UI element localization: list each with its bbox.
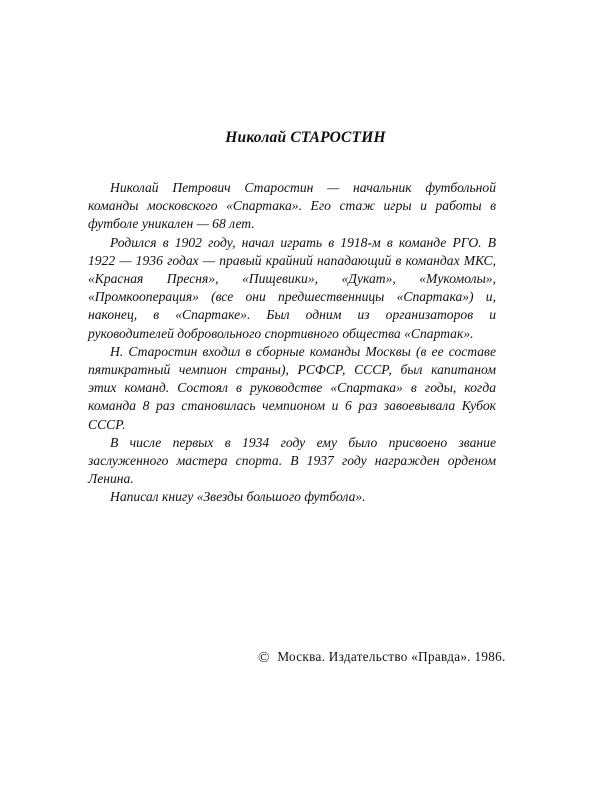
copyright-icon: © [258,650,270,666]
author-name: Николай СТАРОСТИН [225,129,386,146]
copyright-line [258,649,558,667]
publisher-imprint: Москва. Издательство «Правда». 1986. [277,649,506,664]
bio-paragraph: Родился в 1902 году, начал играть в 1918-м в команде РГО. В 1922 — 1936 годах — правый крайний нападающий в командах МКС, «Красная Пресня», «Пищевики», «Дукат», «Мукомолы», «Промкооперация» (все они предшественницы «Спартака») и, наконец, в «Спартаке». Был одним из организаторов и руководителей добровольного спортивного общества «Спартак». [88,234,496,341]
bio-paragraph: Написал книгу «Звезды большого футбола». [110,489,366,505]
bio-paragraph: Н. Старостин входил в сборные команды Москвы (в ее составе пятикратный чемпион страны), РСФСР, СССР, был капитаном этих команд. Состоял в руководстве «Спартака» в годы, когда команда 8 раз становилась чемпионом и 6 раз завоевывала Кубок СССР. [88,343,496,432]
author-biography [88,179,496,507]
bio-paragraph: В числе первых в 1934 году ему было присвоено звание заслуженного мастера спорта. В 1937 году награжден орденом Ленина. [88,434,496,487]
bio-paragraph: Николай Петрович Старостин — начальник футбольной команды московского «Спартака». Его стаж игры и работы в футболе уникален — 68 лет. [88,180,496,232]
